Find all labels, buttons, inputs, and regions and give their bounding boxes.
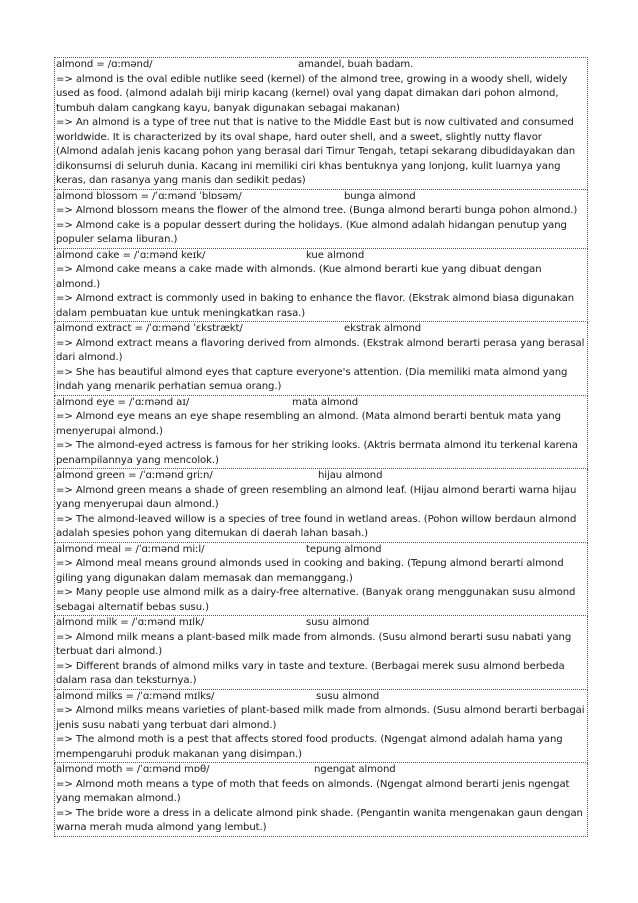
dictionary-entry [54,322,588,396]
dictionary-entry [54,690,588,764]
entry-example-line: => Almond green means a shade of green resembling an almond leaf. (Hijau almond berarti warna hijau yang menyerupai daun almond.) [56,484,577,510]
entry-term: almond green = /ˈɑːmənd griːn/ [56,470,213,481]
entry-example-line: => The bride wore a dress in a delicate almond pink shade. (Pengantin wanita mengenakan gaun dengan warna merah muda almond yang lembut.) [56,807,583,833]
entry-example-line: => Almond moth means a type of moth that feeds on almonds. (Ngengat almond berarti jenis ngengat yang memakan almond.) [56,778,570,804]
entry-header [56,690,586,705]
entry-example-line: => Almond milks means varieties of plant-based milk made from almonds. (Susu almond berarti berbagai jenis susu nabati yang terbuat dari almond.) [56,705,585,731]
entry-header [56,616,586,631]
entry-example-line: => Almond extract means a flavoring derived from almonds. (Ekstrak almond berarti perasa yang berasal dari almond.) [56,337,585,363]
entry-example-line: => Different brands of almond milks vary in taste and texture. (Berbagai merek susu almond berbeda dalam rasa dan teksturnya.) [56,660,565,686]
entry-example-line: => The almond-eyed actress is famous for her striking looks. (Aktris bermata almond itu terkenal karena penampilannya yang mencolok.) [56,440,578,466]
entry-header [56,249,586,264]
entry-term: almond milk = /ˈɑːmənd mɪlk/ [56,617,205,628]
dictionary-entry [54,57,588,190]
dictionary-entry [54,249,588,323]
dictionary-entry [54,763,588,837]
entry-example-line: => Almond cake is a popular dessert during the holidays. (Kue almond adalah hidangan penutup yang populer selama liburan.) [56,219,567,245]
entry-translation: susu almond [306,617,370,628]
entry-header [56,543,586,558]
entry-example-line: => Almond eye means an eye shape resembling an almond. (Mata almond berarti bentuk mata yang menyerupai almond.) [56,411,561,437]
entry-term: almond meal = /ˈɑːmənd miːl/ [56,543,205,555]
entry-header [56,190,586,205]
entry-header [56,396,586,411]
entry-translation: ekstrak almond [344,323,422,334]
entry-header [56,322,586,337]
entry-term: almond blossom = /ˈɑːmənd ˈblɒsəm/ [56,190,242,202]
dictionary-entry [54,469,588,543]
entry-example-line: => The almond moth is a pest that affects stored food products. (Ngengat almond adalah hama yang mempengaruhi produk makanan yang disimpan.) [56,734,563,760]
entry-example-line: => She has beautiful almond eyes that capture everyone's attention. (Dia memiliki mata almond yang indah yang menarik perhatian semua orang.) [56,366,568,392]
entry-term: almond extract = /ˈɑːmənd ˈɛkstrækt/ [56,323,243,334]
entry-header [56,469,586,484]
entry-header [56,763,586,778]
entry-header [56,58,586,73]
entry-example-line: => Almond blossom means the flower of the almond tree. (Bunga almond berarti bunga pohon almond.) [56,205,578,216]
dictionary-entry [54,190,588,249]
entry-term: almond milks = /ˈɑːmənd mɪlks/ [56,690,215,702]
dictionary-entry [54,616,588,690]
entry-translation: hijau almond [318,470,383,481]
entry-translation: ngengat almond [314,764,396,775]
entry-example-line: => almond is the oval edible nutlike seed (kernel) of the almond tree, growing in a woody shell, widely used as food. (almond adalah biji mirip kacang (kernel) oval yang dapat dimakan dari pohon almond, tumbuh dalam cangkang kayu, banyak digunakan sebagai makanan) [56,73,568,114]
entry-example-line: => Almond milk means a plant-based milk made from almonds. (Susu almond berarti susu nabati yang terbuat dari almond.) [56,631,572,657]
dictionary-entry [54,543,588,617]
entry-example-line: => Almond meal means ground almonds used in cooking and baking. (Tepung almond berarti almond giling yang digunakan dalam memasak dan memanggang.) [56,558,564,584]
entry-translation: susu almond [316,690,380,702]
entry-example-line: => Almond cake means a cake made with almonds. (Kue almond berarti kue yang dibuat dengan almond.) [56,264,542,290]
entry-translation: tepung almond [306,543,382,555]
dictionary-entry [54,396,588,470]
dictionary-page [54,57,588,837]
entry-translation: kue almond [306,249,365,261]
entry-example-line: => Many people use almond milk as a dairy-free alternative. (Banyak orang menggunakan susu almond sebagai alternatif bebas susu.) [56,587,576,613]
entry-term: almond moth = /ˈɑːmənd mɒθ/ [56,764,210,775]
entry-translation: mata almond [292,396,359,408]
entry-translation: amandel, buah badam. [298,59,414,70]
entry-example-line: => The almond-leaved willow is a species of tree found in wetland areas. (Pohon willow berdaun almond adalah spesies pohon yang ditemukan di daerah lahan basah.) [56,513,577,539]
entry-term: almond eye = /ˈɑːmənd aɪ/ [56,396,190,408]
entry-translation: bunga almond [344,190,416,202]
entry-example-line: => An almond is a type of tree nut that is native to the Middle East but is now cultivated and consumed worldwide. It is characterized by its oval shape, hard outer shell, and a sweet, slightly nutty flavor (Almond adalah jenis kacang pohon yang berasal dari Timur Tengah, tetapi sekarang dibudidayakan dan dikonsumsi di seluruh dunia. Kacang ini memiliki ciri khas bentuknya yang lonjong, kulit luarnya yang keras, dan rasanya yang manis dan sedikit pedas) [56,117,576,186]
entry-term: almond cake = /ˈɑːmənd keɪk/ [56,249,206,261]
entry-example-line: => Almond extract is commonly used in baking to enhance the flavor. (Ekstrak almond biasa digunakan dalam pembuatan kue untuk meningkatkan rasa.) [56,293,575,319]
entry-term: almond = /ɑ:mənd/ [56,59,153,70]
